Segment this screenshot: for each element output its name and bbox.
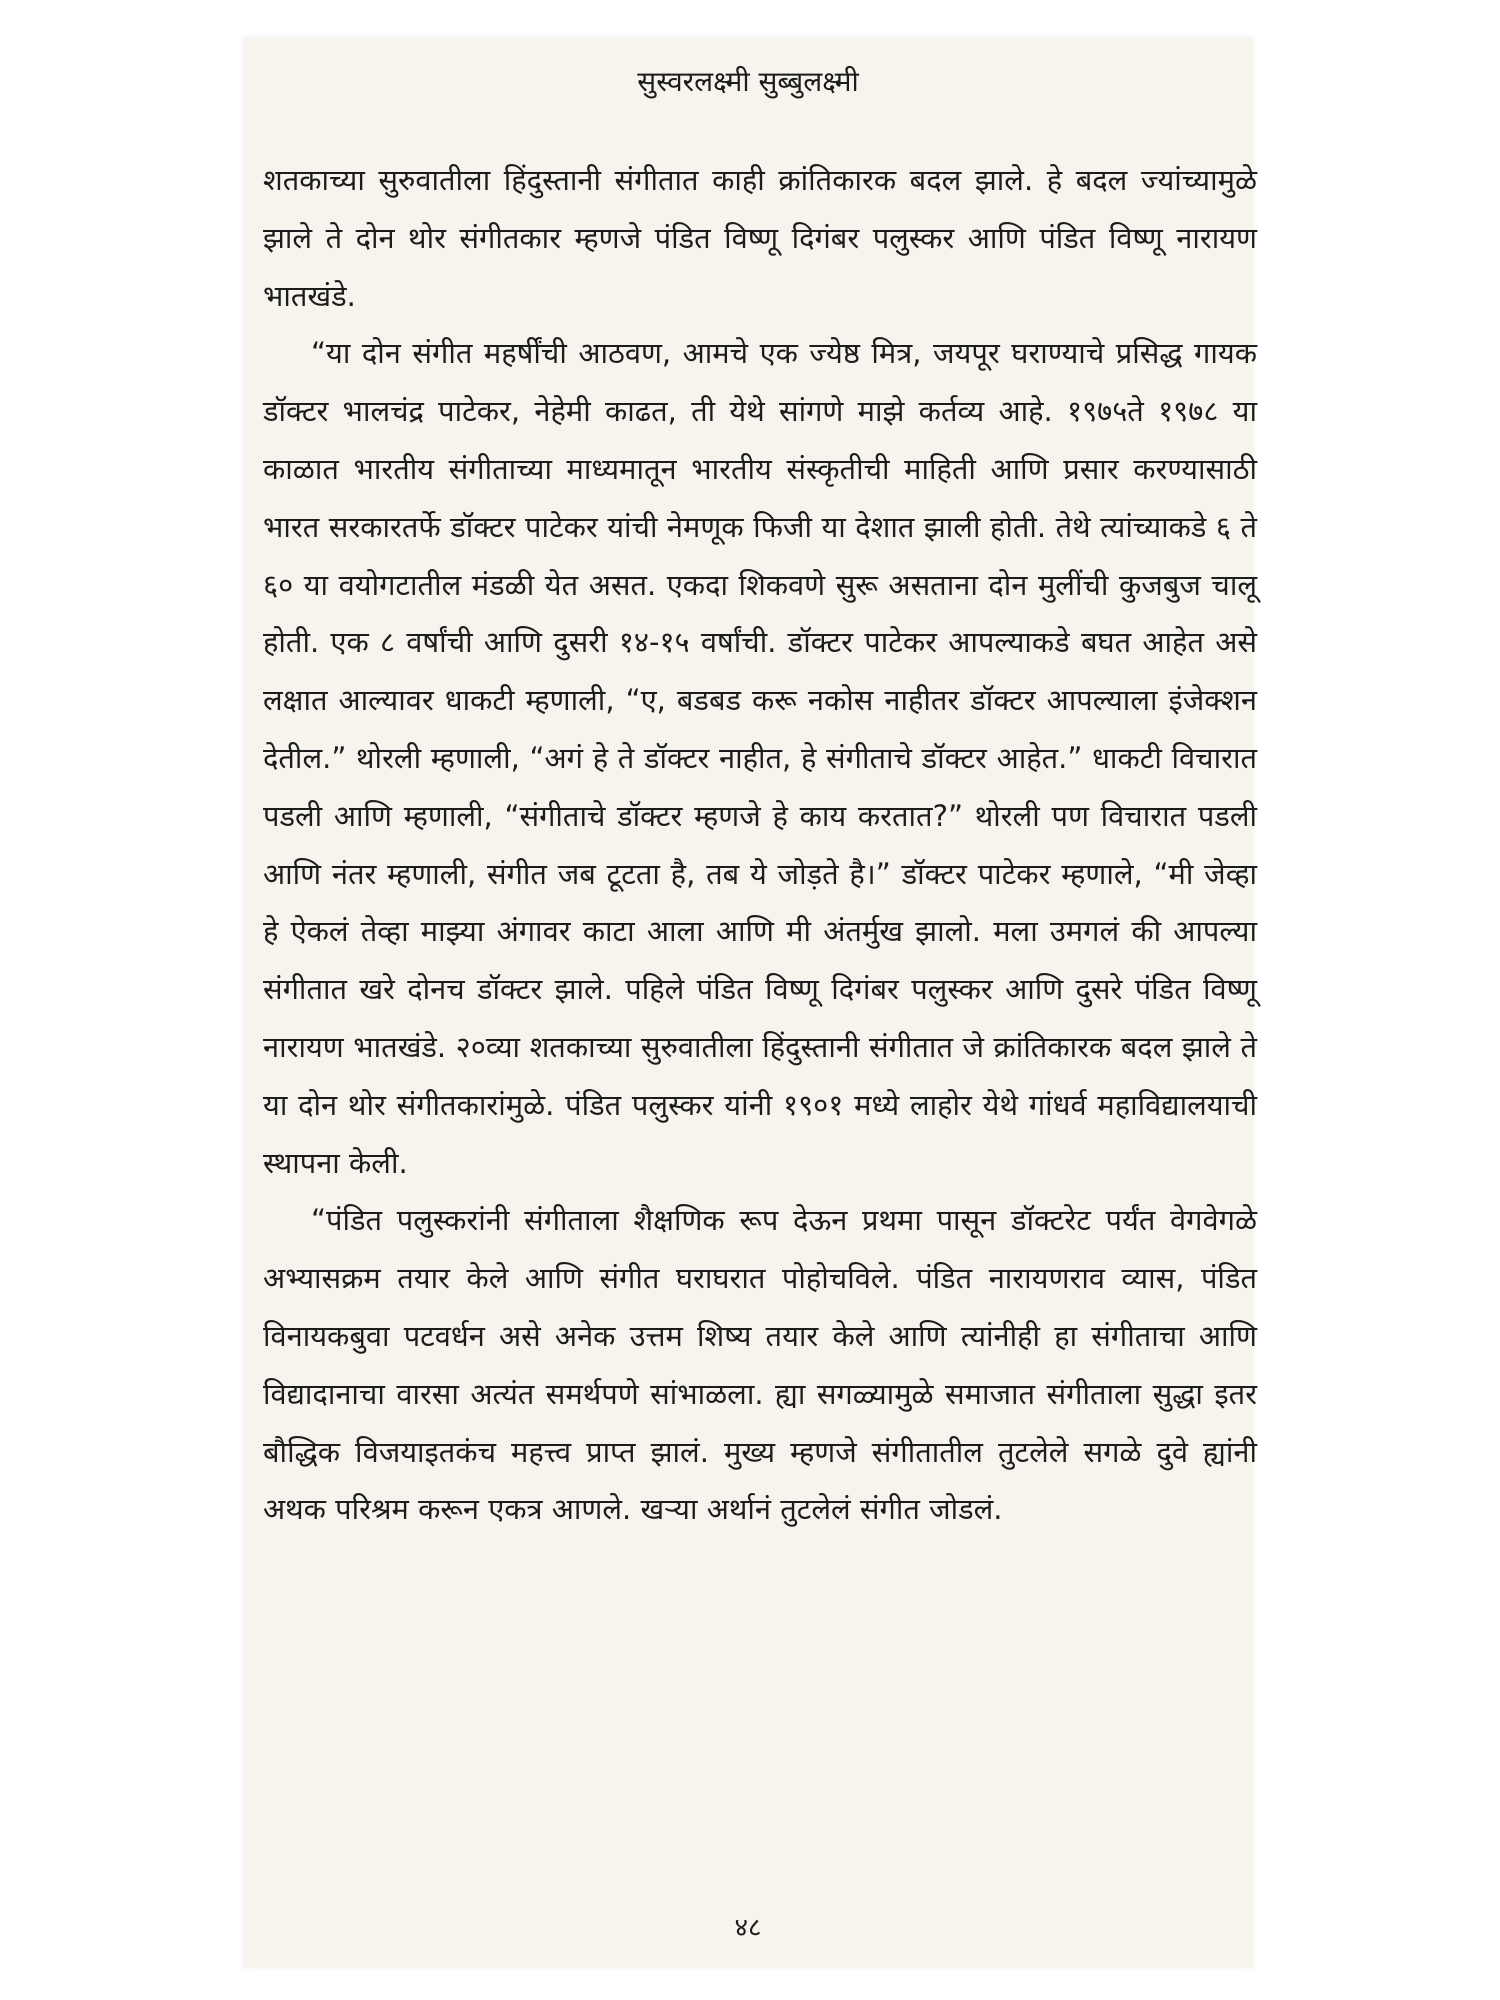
page-number: ४८ — [734, 1913, 762, 1943]
paragraph-2: “या दोन संगीत महर्षींची आठवण, आमचे एक ज्येष्ठ मित्र, जयपूर घराण्याचे प्रसिद्ध गायक डॉक्टर भालचंद्र पाटेकर, नेहेमी काढत, ती येथे सांगणे माझे कर्तव्य आहे. १९७५ते १९७८ या काळात भारतीय संगीताच्या माध्यमातून भारतीय संस्कृतीची माहिती आणि प्रसार करण्यासाठी भारत सरकारतर्फे डॉक्टर पाटेकर यांची नेमणूक फिजी या देशात झाली होती. तेथे त्यांच्याकडे ६ ते ६० या वयोगटातील मंडळी येत असत. एकदा शिकवणे सुरू असताना दोन मुलींची कुजबुज चालू होती. एक ८ वर्षांची आणि दुसरी १४-१५ वर्षांची. डॉक्टर पाटेकर आपल्याकडे बघत आहेत असे लक्षात आल्यावर धाकटी म्हणाली, “ए, बडबड करू नकोस नाहीतर डॉक्टर आपल्याला इंजेक्शन देतील.” थोरली म्हणाली, “अगं हे ते डॉक्टर नाहीत, हे संगीताचे डॉक्टर आहेत.” धाकटी विचारात पडली आणि म्हणाली, “संगीताचे डॉक्टर म्हणजे हे काय करतात?” थोरली पण विचारात पडली आणि नंतर म्हणाली, संगीत जब टूटता है, तब ये जोड़ते है।” डॉक्टर पाटेकर म्हणाले, “मी जेव्हा हे ऐकलं तेव्हा माझ्या अंगावर काटा आला आणि मी अंतर्मुख झालो. मला उमगलं की आपल्या संगीतात खरे दोनच डॉक्टर झाले. पहिले पंडित विष्णू दिगंबर पलुस्कर आणि दुसरे पंडित विष्णू नारायण भातखंडे. २०व्या शतकाच्या सुरुवातीला हिंदुस्तानी संगीतात जे क्रांतिकारक बदल झाले ते या दोन थोर संगीतकारांमुळे. पंडित पलुस्कर यांनी १९०१ मध्ये लाहोर येथे गांधर्व महाविद्यालयाची स्थापना केली. — [263, 336, 1257, 1180]
page-body — [263, 152, 1257, 1539]
book-page — [243, 38, 1257, 1968]
paragraph-3: “पंडित पलुस्करांनी संगीताला शैक्षणिक रूप देऊन प्रथमा पासून डॉक्टरेट पर्यंत वेगवेगळे अभ्यासक्रम तयार केले आणि संगीत घराघरात पोहोचविले. पंडित नारायणराव व्यास, पंडित विनायकबुवा पटवर्धन असे अनेक उत्तम शिष्य तयार केले आणि त्यांनीही हा संगीताचा आणि विद्यादानाचा वारसा अत्यंत समर्थपणे सांभाळला. ह्या सगळ्यामुळे समाजात संगीताला सुद्धा इतर बौद्धिक विजयाइतकंच महत्त्व प्राप्त झालं. मुख्य म्हणजे संगीतातील तुटलेले सगळे दुवे ह्यांनी अथक परिश्रम करून एकत्र आणले. खऱ्या अर्थानं तुटलेलं संगीत जोडलं. — [263, 1203, 1257, 1527]
running-title: सुस्वरलक्ष्मी सुब्बुलक्ष्मी — [637, 65, 859, 98]
paragraph-1: शतकाच्या सुरुवातीला हिंदुस्तानी संगीतात काही क्रांतिकारक बदल झाले. हे बदल ज्यांच्यामुळे झाले ते दोन थोर संगीतकार म्हणजे पंडित विष्णू दिगंबर पलुस्कर आणि पंडित विष्णू नारायण भातखंडे. — [263, 163, 1257, 313]
